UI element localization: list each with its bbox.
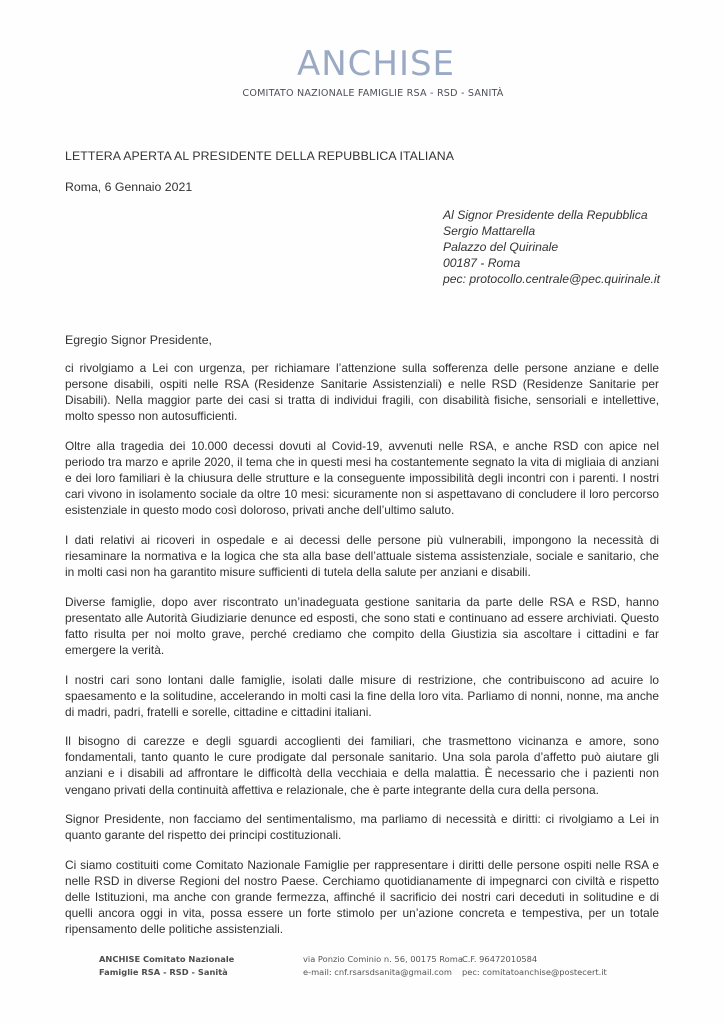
- footer-fiscal: [462, 953, 607, 979]
- footer-address: via Ponzio Cominio n. 56, 00175 Roma: [303, 954, 463, 964]
- recipient-address: [443, 207, 660, 287]
- footer-email: e-mail: cnf.rsarsdsanita@gmail.com: [303, 967, 452, 977]
- letterhead-subtitle: COMITATO NAZIONALE FAMIGLIE RSA - RSD - SANITÀ: [242, 88, 504, 99]
- recipient-name: Sergio Mattarella: [443, 224, 536, 238]
- paragraph: Diverse famiglie, dopo aver riscontrato un’inadeguata gestione sanitaria da parte delle RSA e RSD, hanno presentato alle Autorità Giudiziarie denunce ed esposti, che sono stati e continuano ad essere archiviati. Questo fatto risulta per noi molto grave, perché crediamo che compito della Giustizia sia ascoltare i cittadini e far emergere la verità.: [65, 594, 659, 657]
- footer-pec: pec: comitatoanchise@postecert.it: [462, 967, 607, 977]
- logo: ANCHISE: [296, 44, 456, 84]
- footer-org-line: ANCHISE Comitato Nazionale: [99, 954, 235, 964]
- footer-org: [99, 953, 234, 979]
- letter-date: Roma, 6 Gennaio 2021: [65, 180, 193, 194]
- recipient-pec: pec: protocollo.centrale@pec.quirinale.it: [443, 272, 660, 286]
- paragraph: Ci siamo costituiti come Comitato Nazionale Famiglie per rappresentare i diritti delle persone ospiti nelle RSA e nelle RSD in diverse Regioni del nostro Paese. Cerchiamo quotidianamente di impegnarci con civiltà e rispetto delle Istituzioni, ma anche con grande fermezza, affinché il sacrificio dei nostri cari deceduti in solitudine e di quelli ancora oggi in vita, possa essere un forte stimolo per un’azione concreta e tempestiva, per un totale ripensamento delle politiche assistenziali.: [65, 857, 659, 937]
- salutation: Egregio Signor Presidente,: [65, 333, 212, 347]
- recipient-line: Palazzo del Quirinale: [443, 240, 559, 254]
- recipient-line: 00187 - Roma: [443, 256, 521, 270]
- paragraph: I nostri cari sono lontani dalle famiglie, isolati dalle misure di restrizione, che contribuiscono ad acuire lo spaesamento e la solitudine, accelerando in molti casi la fine della loro vita. Parliamo di nonni, nonne, ma anche di madri, padri, fratelli e sorelle, cittadine e cittadini italiani.: [65, 672, 659, 719]
- letterhead: [0, 46, 724, 99]
- footer-cf: C.F. 96472010584: [462, 954, 538, 964]
- paragraph: Il bisogno di carezze e degli sguardi accoglienti dei familiari, che trasmettono vicinanza e amore, sono fondamentali, tanto quanto le cure prodigate dal personale sanitario. Una sola parola d’affetto può aiutare gli anziani e i disabili ad affrontare le difficoltà della vecchiaia e della malattia. È necessario che i pazienti non vengano privati della continuità affettiva e relazionale, che è parte integrante della cura della persona.: [65, 734, 659, 797]
- letter-body: [65, 360, 659, 951]
- recipient-line: Al Signor Presidente della Repubblica: [443, 208, 648, 222]
- paragraph: I dati relativi ai ricoveri in ospedale e ai decessi delle persone più vulnerabili, impongono la necessità di riesaminare la normativa e la logica che sta alla base dell’attuale sistema assistenziale, sociale e sanitario, che in molti casi non ha garantito misure sufficienti di tutela della salute per anziani e disabili.: [65, 532, 659, 580]
- paragraph: Signor Presidente, non facciamo del sentimentalismo, ma parliamo di necessità e diritti: ci rivolgiamo a Lei in quanto garante del rispetto dei principi costituzionali.: [65, 812, 659, 843]
- letter-heading: LETTERA APERTA AL PRESIDENTE DELLA REPUBBLICA ITALIANA: [65, 149, 455, 163]
- footer-org-line: Famiglie RSA - RSD - Sanità: [99, 967, 228, 977]
- paragraph: ci rivolgiamo a Lei con urgenza, per richiamare l’attenzione sulla sofferenza delle persone anziane e delle persone disabili, ospiti nelle RSA (Residenze Sanitarie Assistenziali) e nelle RSD (Residenze Sanitarie per Disabili). Nella maggior parte dei casi si tratta di individui fragili, con disabilità fisiche, sensoriali e intellettive, molto spesso non autosufficienti.: [65, 361, 659, 424]
- footer-contact: [303, 953, 463, 979]
- paragraph: Oltre alla tragedia dei 10.000 decessi dovuti al Covid-19, avvenuti nelle RSA, e anche RSD con apice nel periodo tra marzo e aprile 2020, il tema che in questi mesi ha costantemente segnato la vita di migliaia di anziani e dei loro familiari è la chiusura delle strutture e la conseguente impossibilità degli incontri con i parenti. I nostri cari vivono in isolamento sociale da oltre 10 mesi: sicuramente non si aspettavano di concludere il loro percorso esistenziale in questo modo così doloroso, privati anche dell’ultimo saluto.: [65, 438, 659, 518]
